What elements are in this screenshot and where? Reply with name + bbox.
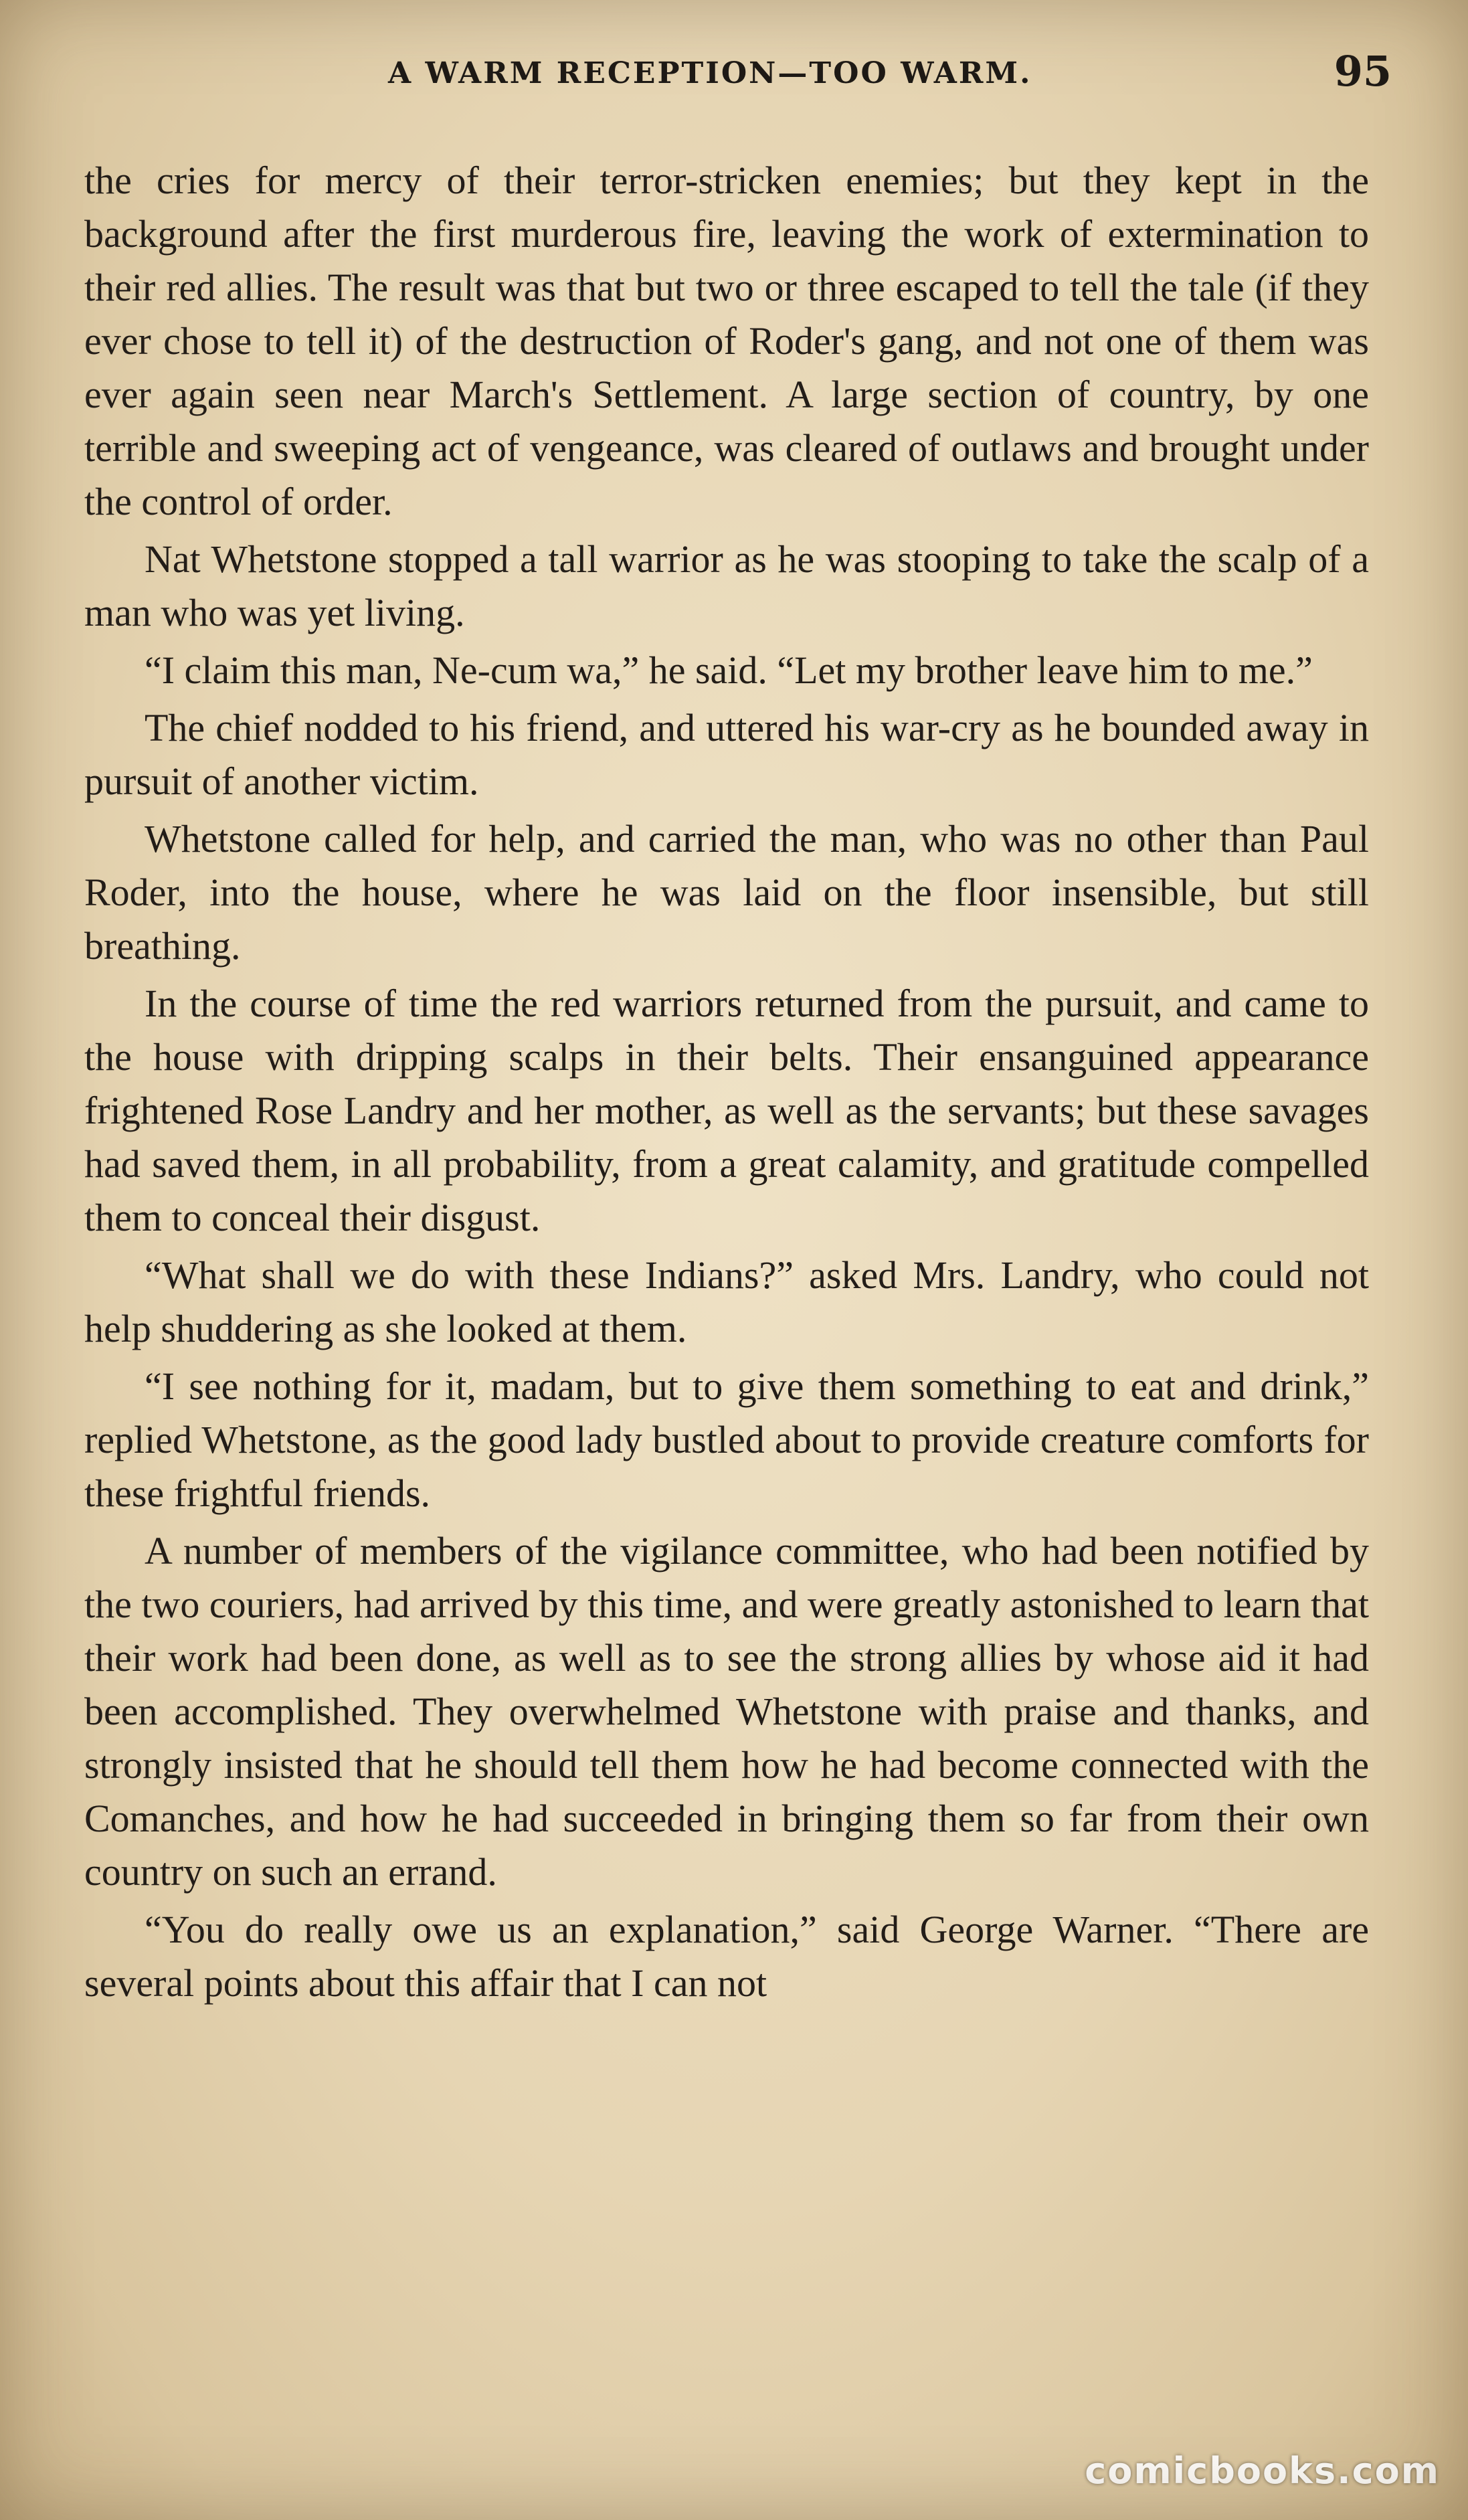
paragraph: A number of members of the vigilance committee, who had been notified by the two couriers, had arrived by this time, and were greatly astonished to learn that their work had been done, as well as to see the strong allies by whose aid it had been accomplished. They overwhelmed Whetstone with praise and thanks, and strongly insisted that he should tell them how he had become connected with the Comanches, and how he had succeeded in bringing them so far from their own country on such an errand. — [84, 1529, 1369, 1894]
page-header — [94, 47, 1392, 107]
paragraph: “I see nothing for it, madam, but to give them something to eat and drink,” replied Whetstone, as the good lady bustled about to provide creature comforts for these frightful friends. — [84, 1364, 1369, 1515]
paragraph: the cries for mercy of their terror-stricken enemies; but they kept in the background after the first murderous fire, leaving the work of extermination to their red allies. The result was that but two or three escaped to tell the tale (if they ever chose to tell it) of the destruction of Roder's gang, and not one of them was ever again seen near March's Settlement. A large section of country, by one terrible and sweeping act of vengeance, was cleared of outlaws and brought under the control of order. — [84, 159, 1369, 523]
paragraph: Nat Whetstone stopped a tall warrior as he was stooping to take the scalp of a man who was yet living. — [84, 537, 1369, 634]
watermark: comicbooks.com — [1085, 2450, 1440, 2492]
body-text — [84, 154, 1369, 2014]
paragraph: In the course of time the red warriors returned from the pursuit, and came to the house with dripping scalps in their belts. Their ensanguined appearance frightened Rose Landry and her mother, as well as the servants; but these savages had saved them, in all probability, from a great calamity, and gratitude compelled them to conceal their disgust. — [84, 982, 1369, 1239]
paragraph: “What shall we do with these Indians?” asked Mrs. Landry, who could not help shuddering as she looked at them. — [84, 1253, 1369, 1350]
paragraph: “You do really owe us an explanation,” said George Warner. “There are several points about this affair that I can not — [84, 1908, 1369, 2005]
paragraph: “I claim this man, Ne-cum wa,” he said. “Let my brother leave him to me.” — [145, 648, 1313, 692]
running-head: A WARM RECEPTION—TOO WARM. — [388, 56, 1032, 90]
paragraph: The chief nodded to his friend, and uttered his war-cry as he bounded away in pursuit of another victim. — [84, 706, 1369, 803]
paragraph: Whetstone called for help, and carried the man, who was no other than Paul Roder, into the house, where he was laid on the floor insensible, but still breathing. — [84, 817, 1369, 968]
page-number: 95 — [1334, 47, 1392, 96]
